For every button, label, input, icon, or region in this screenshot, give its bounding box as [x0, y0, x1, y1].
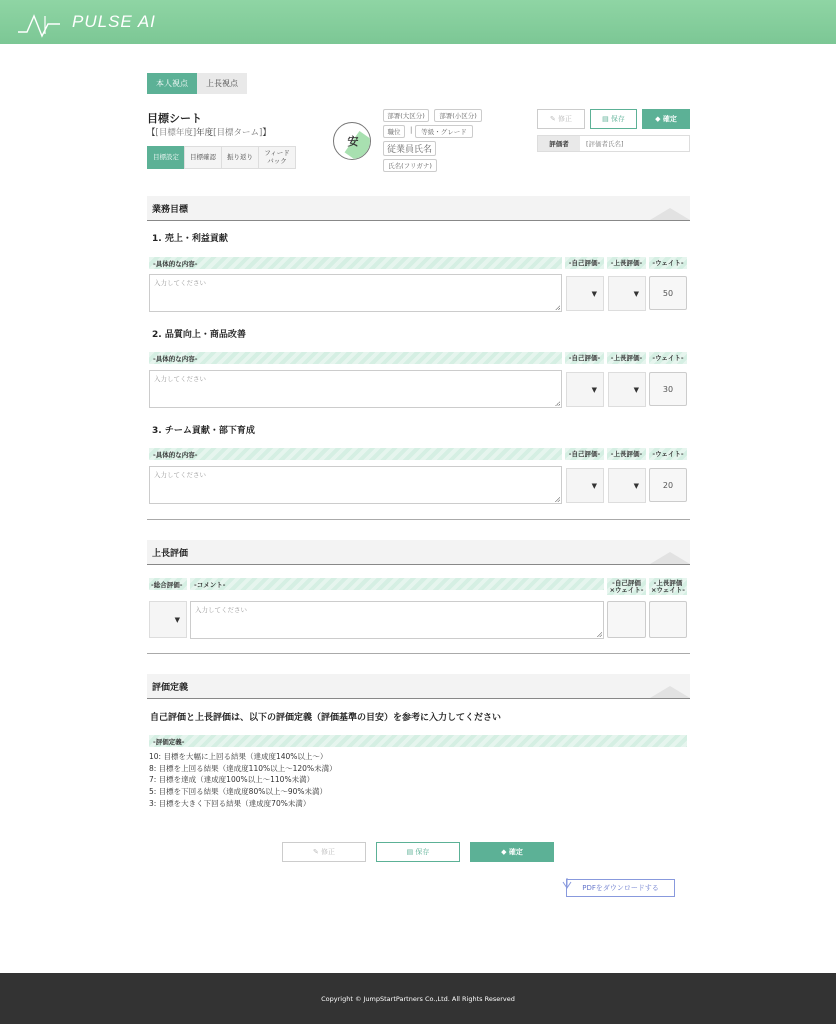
section-definitions-title: 評価定義	[152, 682, 189, 693]
mountain-decoration-icon	[650, 686, 690, 698]
boss-self-weight-value	[607, 601, 646, 638]
boss-overall-label: -総合評価-	[149, 578, 187, 590]
evaluator-label: 評価者	[538, 136, 580, 151]
definitions-lead: 自己評価と上長評価は、以下の評価定義（評価基準の目安）を参考に入力してください	[150, 713, 502, 723]
evaluator-value: [評価者氏名]	[586, 140, 624, 148]
boss-boss-weight-label	[649, 578, 687, 595]
objective-2-weight[interactable]: 30	[649, 372, 687, 406]
objective-3-content-input[interactable]	[149, 466, 562, 504]
step-goal-confirm[interactable]: 目標確認	[184, 146, 222, 169]
objective-1-content-input[interactable]	[149, 274, 562, 312]
objective-2-placeholder: 入力してください	[154, 375, 206, 383]
definition-item: 10: 目標を大幅に上回る結果（達成度140%以上〜）	[149, 752, 328, 761]
boss-overall-select[interactable]: ▼	[149, 601, 187, 638]
boss-self-weight-line1: -自己評価	[612, 578, 641, 587]
objective-3-self-label: -自己評価-	[565, 448, 604, 460]
objective-3-title: 3. チーム貢献・部下育成	[152, 426, 255, 436]
tab-self-view[interactable]: 本人視点	[147, 73, 197, 94]
objective-1-title: 1. 売上・利益貢献	[152, 234, 228, 244]
objective-1-weight[interactable]: 50	[649, 276, 687, 310]
evaluator-field	[537, 135, 690, 152]
progress-steps	[147, 146, 295, 169]
objective-1-self-label: -自己評価-	[565, 257, 604, 269]
divider	[147, 519, 690, 520]
employee-name: 従業員氏名	[383, 141, 436, 156]
divider	[147, 653, 690, 654]
grade: 等級・グレード	[415, 125, 473, 138]
definition-item: 7: 目標を達成（達成度100%以上〜110%未満）	[149, 775, 315, 785]
mountain-decoration-icon	[650, 552, 690, 564]
employee-furigana: 氏名(フリガナ)	[383, 159, 437, 172]
section-objectives-header	[147, 196, 690, 221]
bottom-save-button[interactable]	[376, 842, 460, 862]
pencil-icon: ✎	[312, 848, 322, 856]
objective-2-boss-label: -上長評価-	[607, 352, 646, 364]
step-goal-setting[interactable]: 目標設定	[147, 146, 185, 169]
pdf-download-label: PDFをダウンロードする	[582, 884, 659, 892]
objective-3-content-label: -具体的な内容-	[149, 448, 562, 460]
objective-2-content-label: -具体的な内容-	[149, 352, 562, 364]
boss-comment-label: -コメント-	[190, 578, 604, 590]
footer	[0, 973, 836, 1024]
open-bracket: 【	[147, 128, 156, 138]
diamond-icon: ◆	[655, 115, 663, 123]
objective-1-self-select[interactable]: ▼	[566, 276, 604, 311]
objective-3-weight-label: -ウェイト-	[649, 448, 687, 460]
year-placeholder: [目標年度]	[155, 128, 197, 138]
objective-1-boss-label: -上長評価-	[607, 257, 646, 269]
objective-3-self-select[interactable]: ▼	[566, 468, 604, 503]
separator: |	[410, 126, 413, 134]
copyright: Copyright © JumpStartPartners Co.,Ltd. All Rights Reserved	[321, 994, 515, 1003]
boss-self-weight-label	[607, 578, 646, 595]
brand-name: PULSE AI	[72, 12, 156, 31]
bottom-confirm-button[interactable]	[470, 842, 554, 862]
objective-2-content-input[interactable]	[149, 370, 562, 408]
diamond-icon: ◆	[501, 848, 509, 856]
boss-boss-weight-value	[649, 601, 687, 638]
boss-self-weight-line2: ×ウェイト-	[609, 585, 644, 594]
edit-label: 修正	[558, 115, 573, 123]
view-tabs	[147, 73, 247, 94]
year-suffix: 年度	[196, 128, 214, 138]
step-feedback[interactable]: フィード バック	[258, 146, 296, 169]
definitions-list	[149, 751, 337, 810]
bottom-edit-label: 修正	[321, 848, 336, 856]
objective-3-boss-label: -上長評価-	[607, 448, 646, 460]
bottom-confirm-label: 確定	[508, 848, 523, 856]
confirm-button[interactable]	[642, 109, 690, 129]
download-arrow-icon	[561, 878, 573, 890]
avatar	[333, 122, 371, 160]
document-icon: ▤	[406, 848, 416, 856]
objective-2-self-label: -自己評価-	[565, 352, 604, 364]
section-objectives-title: 業務目標	[152, 204, 189, 215]
term-placeholder: [目標ターム]	[213, 128, 263, 138]
objective-1-weight-label: -ウェイト-	[649, 257, 687, 269]
objective-3-placeholder: 入力してください	[154, 471, 206, 479]
bottom-edit-button[interactable]	[282, 842, 366, 862]
app-header	[0, 0, 836, 44]
definition-item: 3: 目標を大きく下回る結果（達成度70%未満）	[149, 798, 311, 808]
objective-2-boss-select[interactable]: ▼	[608, 372, 646, 407]
sheet-term	[147, 126, 271, 138]
confirm-label: 確定	[662, 115, 677, 123]
objective-3-boss-select[interactable]: ▼	[608, 468, 646, 503]
position: 職位	[383, 125, 405, 138]
objective-2-title: 2. 品質向上・商品改善	[152, 330, 246, 340]
save-button[interactable]	[590, 109, 637, 129]
definitions-label: -評価定義-	[149, 735, 687, 747]
section-definitions-header	[147, 674, 690, 699]
page-title: 目標シート	[147, 112, 202, 125]
objective-2-weight-label: -ウェイト-	[649, 352, 687, 364]
definition-item: 8: 目標を上回る結果（達成度110%以上〜120%未満）	[149, 763, 337, 773]
dept-major: 部署(大区分)	[383, 109, 429, 122]
document-icon: ▤	[602, 115, 611, 123]
avatar-char: 安	[347, 135, 359, 148]
save-label: 保存	[610, 115, 625, 123]
pdf-download-button[interactable]	[566, 879, 675, 897]
section-boss-header	[147, 540, 690, 565]
boss-comment-input[interactable]	[190, 601, 604, 639]
mountain-decoration-icon	[650, 208, 690, 220]
edit-button[interactable]	[537, 109, 585, 129]
boss-boss-weight-line2: ×ウェイト-	[651, 585, 685, 594]
step-review[interactable]: 振り返り	[221, 146, 259, 169]
objective-2-self-select[interactable]: ▼	[566, 372, 604, 407]
boss-comment-placeholder: 入力してください	[195, 606, 247, 614]
objective-1-placeholder: 入力してください	[154, 279, 206, 287]
boss-boss-weight-line1: -上長評価	[653, 578, 683, 587]
close-bracket: 】	[262, 128, 271, 138]
objective-3-weight[interactable]: 20	[649, 468, 687, 502]
pulse-logo-icon	[18, 12, 60, 38]
objective-1-boss-select[interactable]: ▼	[608, 276, 646, 311]
pencil-icon: ✎	[549, 115, 559, 123]
section-boss-title: 上長評価	[152, 548, 189, 559]
tab-boss-view[interactable]: 上長視点	[197, 73, 247, 94]
bottom-save-label: 保存	[415, 848, 430, 856]
objective-1-content-label: -具体的な内容-	[149, 257, 562, 269]
definition-item: 5: 目標を下回る結果（達成度80%以上〜90%未満）	[149, 787, 328, 797]
dept-minor: 部署(小区分)	[434, 109, 482, 122]
